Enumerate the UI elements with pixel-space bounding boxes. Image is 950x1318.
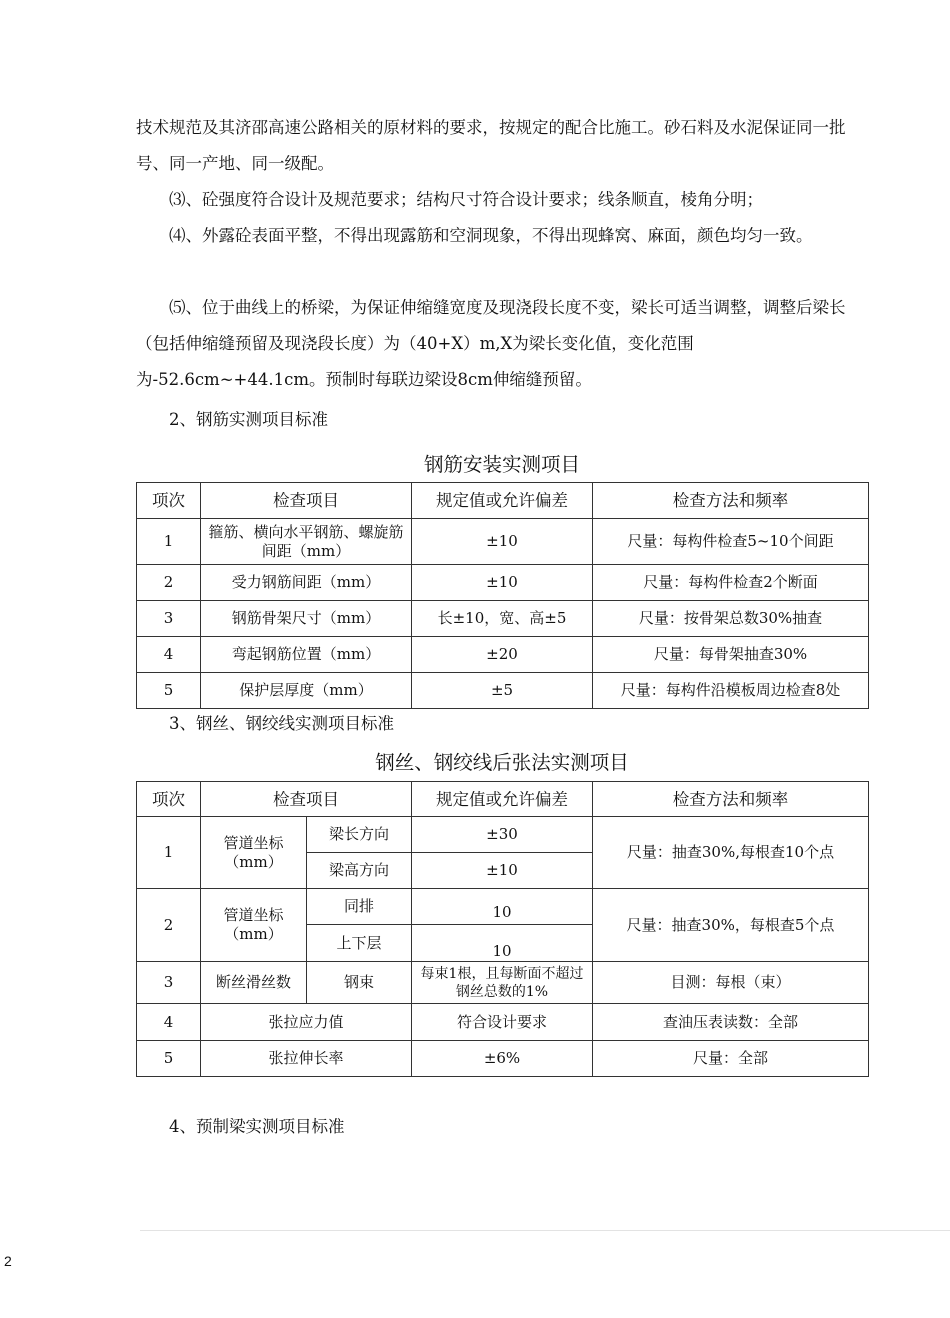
table-cell: 10 — [412, 925, 593, 962]
table-cell: ±20 — [412, 637, 593, 673]
table-header-row — [137, 782, 869, 817]
table-cell: 钢筋骨架尺寸（mm） — [201, 601, 412, 637]
table-cell: 钢束 — [307, 962, 412, 1004]
table-row — [137, 601, 869, 637]
table-cell: 1 — [137, 519, 201, 565]
table-cell: 5 — [137, 1041, 201, 1077]
table-cell: 保护层厚度（mm） — [201, 673, 412, 709]
header-cell: 检查项目 — [201, 483, 412, 519]
table-cell: ±6% — [412, 1041, 593, 1077]
table-row — [137, 889, 869, 925]
table-cell: 目测：每根（束） — [593, 962, 869, 1004]
table-cell: 长±10，宽、高±5 — [412, 601, 593, 637]
table1-title: 钢筋安装实测项目 — [423, 453, 580, 476]
table-cell: 符合设计要求 — [412, 1004, 593, 1041]
table-cell: ±10 — [412, 853, 593, 889]
table-cell: 尺量：抽查30%,每根查10个点 — [593, 817, 869, 889]
footer-divider — [140, 1230, 950, 1231]
table-cell: 梁高方向 — [307, 853, 412, 889]
table-cell: 尺量：每构件检查5~10个间距 — [593, 519, 869, 565]
table-cell: 上下层 — [307, 925, 412, 962]
table-cell: 尺量：每骨架抽查30% — [593, 637, 869, 673]
heading-rebar-standard: 2、钢筋实测项目标准 — [169, 410, 328, 429]
table2-title: 钢丝、钢绞线后张法实测项目 — [375, 751, 629, 774]
paragraph-item-5: ⑸、位于曲线上的桥梁，为保证伸缩缝宽度及现浇段长度不变，梁长可适当调整，调整后梁长（包括伸缩缝预留及现浇段长度）为（40+X）m,X为梁长变化值，变化范围为-52.6cm~+44.1cm。预制时每联边梁设8cm伸缩缝预留。 — [136, 298, 846, 389]
heading-wire-standard: 3、钢丝、钢绞线实测项目标准 — [169, 714, 394, 733]
table-cell: 2 — [137, 889, 201, 962]
table-cell: 1 — [137, 817, 201, 889]
table-cell: 尺量：按骨架总数30%抽查 — [593, 601, 869, 637]
table-row — [137, 565, 869, 601]
header-cell: 检查项目 — [201, 782, 412, 817]
header-cell: 检查方法和频率 — [593, 483, 869, 519]
paragraph-item-3: ⑶、砼强度符合设计及规范要求；结构尺寸符合设计要求；线条顺直，棱角分明； — [169, 190, 763, 209]
table-cell: 5 — [137, 673, 201, 709]
table-cell: 2 — [137, 565, 201, 601]
table-cell: 尺量：每构件沿模板周边检查8处 — [593, 673, 869, 709]
table-cell: 断丝滑丝数 — [201, 962, 307, 1004]
table-cell: 张拉伸长率 — [201, 1041, 412, 1077]
page-number: 2 — [4, 1253, 12, 1269]
table-row — [137, 673, 869, 709]
table-cell: 10 — [412, 889, 593, 925]
table-cell: 每束1根，且每断面不超过钢丝总数的1% — [412, 962, 593, 1004]
table-row — [137, 519, 869, 565]
header-cell: 检查方法和频率 — [593, 782, 869, 817]
table-cell: 管道坐标（mm） — [201, 817, 307, 889]
table-cell: 3 — [137, 962, 201, 1004]
table-row — [137, 1041, 869, 1077]
table-row — [137, 637, 869, 673]
table-cell: 查油压表读数：全部 — [593, 1004, 869, 1041]
table-row — [137, 962, 869, 1004]
header-cell: 规定值或允许偏差 — [412, 483, 593, 519]
table-row — [137, 1004, 869, 1041]
table-cell: 尺量：抽查30%，每根查5个点 — [593, 889, 869, 962]
table-cell: 同排 — [307, 889, 412, 925]
table-cell: 管道坐标（mm） — [201, 889, 307, 962]
table-row — [137, 817, 869, 853]
table-cell: 尺量：每构件检查2个断面 — [593, 565, 869, 601]
table-cell: 受力钢筋间距（mm） — [201, 565, 412, 601]
table-cell: 4 — [137, 1004, 201, 1041]
table-cell: ±10 — [412, 565, 593, 601]
table-cell: 弯起钢筋位置（mm） — [201, 637, 412, 673]
table-cell: 尺量：全部 — [593, 1041, 869, 1077]
header-cell: 项次 — [137, 483, 201, 519]
paragraph-item-4: ⑷、外露砼表面平整，不得出现露筋和空洞现象，不得出现蜂窝、麻面，颜色均匀一致。 — [169, 226, 813, 245]
paragraph-materials: 技术规范及其济邵高速公路相关的原材料的要求，按规定的配合比施工。砂石料及水泥保证同一批号、同一产地、同一级配。 — [136, 118, 846, 173]
table-cell: ±10 — [412, 519, 593, 565]
prestress-table — [136, 781, 869, 1077]
heading-precast-standard: 4、预制梁实测项目标准 — [169, 1117, 345, 1136]
header-cell: 项次 — [137, 782, 201, 817]
table-cell: 张拉应力值 — [201, 1004, 412, 1041]
header-cell: 规定值或允许偏差 — [412, 782, 593, 817]
table-cell: 梁长方向 — [307, 817, 412, 853]
table-cell: 3 — [137, 601, 201, 637]
table-cell: 4 — [137, 637, 201, 673]
table-header-row — [137, 483, 869, 519]
rebar-table — [136, 482, 869, 709]
table-cell: ±5 — [412, 673, 593, 709]
table-cell: 箍筋、横向水平钢筋、螺旋筋间距（mm） — [201, 519, 412, 565]
table-cell: ±30 — [412, 817, 593, 853]
